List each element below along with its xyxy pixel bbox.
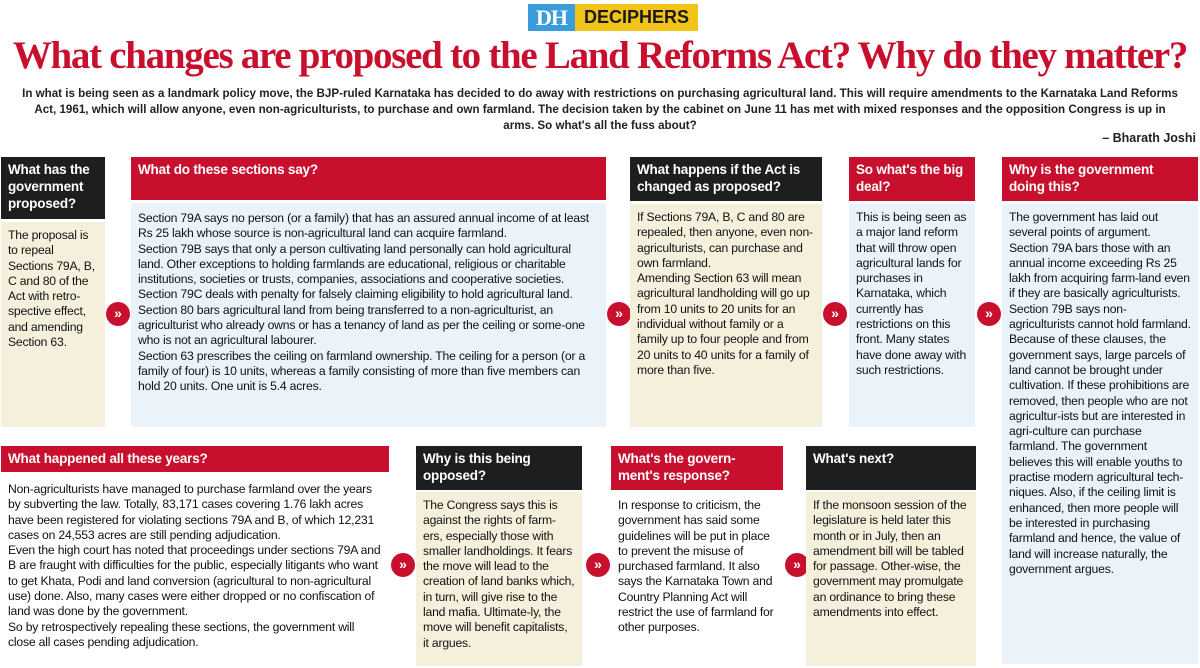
arrow-icon: » xyxy=(391,553,415,577)
proposed-heading: What has the government proposed? xyxy=(1,157,105,219)
intro-paragraph: In what is being seen as a landmark policy move, the BJP-ruled Karnataka has decided to do away with restrictions on purchasing agricultural land. This will require amendments to the Karnataka Land Reforms Act, 1961, which will allow anyone, even non-agriculturists, to purchase and own farmland. The decision taken by the cabinet on June 11 has met with mixed responses and the opposition Congress is up in arms. So what's all the fuss about? xyxy=(22,87,1178,132)
if-changed-heading: What happens if the Act is changed as proposed? xyxy=(630,157,822,201)
response-heading: What's the govern-ment's response? xyxy=(611,446,783,490)
arrow-icon: » xyxy=(977,302,1001,326)
next-body: If the monsoon session of the legislature is held later this month or in July, then an amendment bill will be tabled for passage. Other-wise, the government may promulgate an ordinance to bring these amendments into effect. xyxy=(806,492,976,666)
proposed-body: The proposal is to repeal Sections 79A, B, C and 80 of the Act with retro-spective effect, and amending Section 63. xyxy=(1,222,105,427)
happened-heading: What happened all these years? xyxy=(1,446,389,472)
dh-logo: DH xyxy=(528,4,575,31)
why-government-heading: Why is the government doing this? xyxy=(1002,157,1198,201)
why-government-body: The government has laid out several points of argument. Section 79A bars those with an annual income exceeding Rs 25 lakh from acquiring farm-land even if they are basically agriculturists. Section 79B says non-agriculturists cannot hold farmland. Because of these clauses, the government says, large parcels of land cannot be brought under cultivation. If these prohibitions are removed, then people who are not agricultur-ists but are interested in agri-culture can purchase farmland. The government believes this will enable youths to practise modern agricultural tech-niques. Also, if the ceiling limit is enhanced, then more people will be interested in purchasing farmland and hence, the value of land will increase naturally, the government argues. xyxy=(1002,204,1198,664)
arrow-icon: » xyxy=(106,302,130,326)
arrow-icon: » xyxy=(823,302,847,326)
byline: – Bharath Joshi xyxy=(1102,131,1196,145)
arrow-icon: » xyxy=(607,302,631,326)
happened-body: Non-agriculturists have managed to purchase farmland over the years by subverting the law. Totally, 83,171 cases covering 1.76 lakh acres have been registered for violating sections 79A and B, of which 12,231 cases on 24,553 acres are still pending adjudication. Even the high court has noted that proceedings under sections 79A and B are fraught with difficulties for the public, especially litigants who want to get Khata, Podi and land conversion (agricultural to non-agricultural use) done. Also, many cases were either dropped or no confiscation of land was done by the government. So by retrospectively repealing these sections, the government will close all cases pending adjudication. xyxy=(8,482,381,649)
if-changed-body: If Sections 79A, B, C and 80 are repealed, then anyone, even non-agriculturists, can purchase and own farmland. Amending Section 63 will mean agricultural landholding will go up from 10 units to 20 units for an individual without family or a family up to four people and from 20 units to 40 units for a family of more than five. xyxy=(630,204,822,427)
arrow-icon: » xyxy=(586,553,610,577)
response-body: In response to criticism, the government has said some guidelines will be put in place to prevent the misuse of purchased farmland. It also says the Karnataka Town and Country Planning Act will restrict the use of farmland for other purposes. xyxy=(618,498,774,635)
next-heading: What's next? xyxy=(806,446,976,490)
opposed-heading: Why is this being opposed? xyxy=(416,446,582,490)
big-deal-body: This is being seen as a major land reform that will throw open agricultural lands for purchases in Karnataka, which currently has restrictions on this front. Many states have done away with such restrictions. xyxy=(849,204,975,427)
arrow-icon: » xyxy=(785,553,809,577)
opposed-body: The Congress says this is against the rights of farm-ers, especially those with smaller landholdings. It fears the move will lead to the creation of land banks which, in turn, will give rise to the land mafia. Ultimate-ly, the move will benefit capitalists, it argues. xyxy=(416,492,582,666)
big-deal-heading: So what's the big deal? xyxy=(849,157,975,201)
sections-say-heading: What do these sections say? xyxy=(131,157,606,200)
headline: What changes are proposed to the Land Reforms Act? Why do they matter? xyxy=(12,34,1188,77)
deciphers-tag: DECIPHERS xyxy=(575,4,698,31)
sections-say-body: Section 79A says no person (or a family) that has an assured annual income of at least Rs 25 lakh whose source is non-agricultural land can acquire farmland. Section 79B says that only a person cultivating land personally can hold agricultural land. Other exceptions to holding farmlands are educational, religious or charitable institutions, societies or trusts, companies, associations and cooperative societies. Section 79C deals with penalty for falsely claiming eligibility to hold agricultural land. Section 80 bars agricultural land from being transferred to a non-agriculturist, an agriculturist who already owns or has a tenancy of land as per the ceiling or some-one who is not an agricultural labourer. Section 63 prescribes the ceiling on farmland ownership. The ceiling for a person (or a family of four) is 10 units, whereas a family consisting of more than five members can hold 20 units. One unit is 5.4 acres. xyxy=(131,203,606,427)
masthead xyxy=(528,4,698,31)
